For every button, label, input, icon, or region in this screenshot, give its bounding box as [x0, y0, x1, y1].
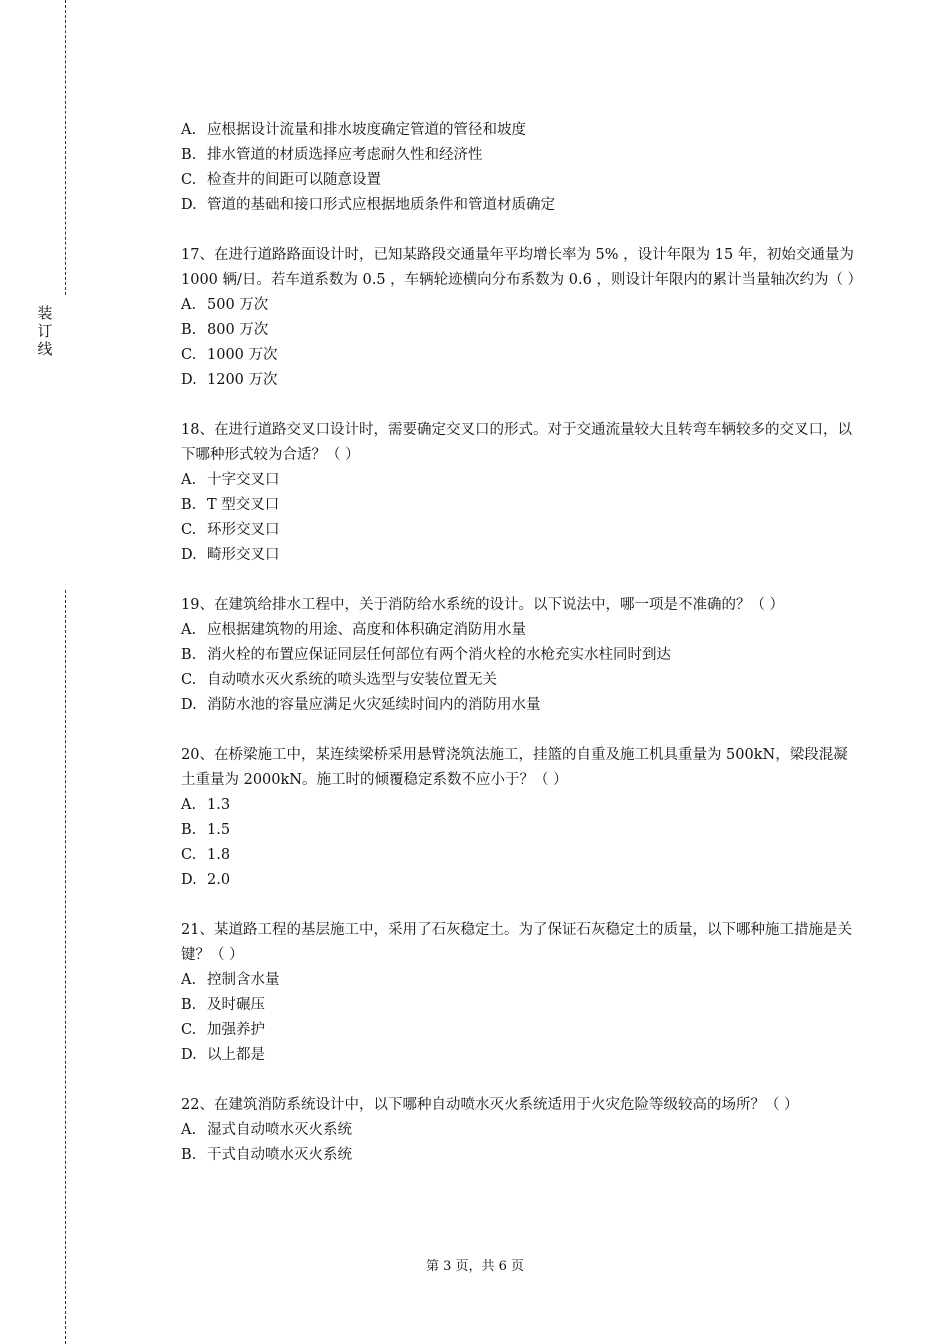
question-text: 21、某道路工程的基层施工中，采用了石灰稳定土。为了保证石灰稳定土的质量，以下哪种施工措施是关键？（ ）	[181, 922, 852, 963]
binding-label-char: 装	[37, 304, 53, 322]
option-label: D.	[181, 372, 197, 388]
question-block	[181, 593, 861, 718]
option-label: B.	[181, 1147, 197, 1163]
question-block	[181, 743, 861, 893]
answer-option	[181, 293, 861, 318]
option-label: C.	[181, 172, 197, 188]
option-text: 500 万次	[207, 297, 269, 313]
option-text: 控制含水量	[207, 972, 280, 988]
answer-option	[181, 643, 861, 668]
option-label: C.	[181, 347, 197, 363]
answer-option	[181, 1143, 861, 1168]
option-text: 800 万次	[207, 322, 269, 338]
option-label: B.	[181, 322, 197, 338]
question-text: 18、在进行道路交叉口设计时，需要确定交叉口的形式。对于交通流量较大且转弯车辆较多的交叉口，以下哪种形式较为合适？（ ）	[181, 422, 852, 463]
answer-option	[181, 193, 861, 218]
answer-option	[181, 1118, 861, 1143]
answer-option	[181, 843, 861, 868]
answer-option	[181, 693, 861, 718]
option-text: 2.0	[207, 872, 231, 888]
answer-option	[181, 618, 861, 643]
answer-option	[181, 818, 861, 843]
answer-option	[181, 518, 861, 543]
answer-option	[181, 968, 861, 993]
question-block	[181, 1093, 861, 1168]
option-text: 应根据设计流量和排水坡度确定管道的管径和坡度	[207, 122, 526, 138]
option-label: D.	[181, 1047, 197, 1063]
page-footer: 第 3 页，共 6 页	[425, 1259, 525, 1274]
option-label: B.	[181, 997, 197, 1013]
option-label: D.	[181, 547, 197, 563]
question-block	[181, 918, 861, 1068]
answer-option	[181, 343, 861, 368]
option-label: D.	[181, 872, 197, 888]
option-text: 以上都是	[207, 1047, 265, 1063]
option-text: 检查井的间距可以随意设置	[207, 172, 381, 188]
option-label: A.	[181, 972, 197, 988]
binding-label-char: 线	[37, 340, 53, 358]
option-text: 干式自动喷水灭火系统	[207, 1147, 352, 1163]
option-label: C.	[181, 1022, 197, 1038]
option-text: 自动喷水灭火系统的喷头选型与安装位置无关	[207, 672, 497, 688]
answer-option	[181, 368, 861, 393]
question-text: 22、在建筑消防系统设计中，以下哪种自动喷水灭火系统适用于火灾危险等级较高的场所？（ ）	[181, 1097, 799, 1113]
option-text: 湿式自动喷水灭火系统	[207, 1122, 352, 1138]
option-text: 环形交叉口	[207, 522, 280, 538]
answer-option	[181, 168, 861, 193]
option-label: A.	[181, 297, 197, 313]
option-text: 管道的基础和接口形式应根据地质条件和管道材质确定	[207, 197, 555, 213]
answer-option	[181, 543, 861, 568]
binding-label	[36, 304, 54, 358]
answer-option	[181, 668, 861, 693]
option-text: 及时碾压	[207, 997, 265, 1013]
option-label: A.	[181, 122, 197, 138]
question-list	[181, 118, 861, 1193]
question-block	[181, 243, 861, 393]
option-label: B.	[181, 822, 197, 838]
option-text: 1000 万次	[207, 347, 278, 363]
option-label: C.	[181, 847, 197, 863]
option-label: C.	[181, 672, 197, 688]
option-text: 1200 万次	[207, 372, 278, 388]
option-label: C.	[181, 522, 197, 538]
answer-option	[181, 993, 861, 1018]
option-text: 1.8	[207, 847, 231, 863]
question-text: 19、在建筑给排水工程中，关于消防给水系统的设计。以下说法中，哪一项是不准确的？（ ）	[181, 597, 785, 613]
answer-option	[181, 118, 861, 143]
option-text: 应根据建筑物的用途、高度和体积确定消防用水量	[207, 622, 526, 638]
option-text: 1.5	[207, 822, 231, 838]
option-label: B.	[181, 147, 197, 163]
option-label: A.	[181, 472, 197, 488]
option-label: B.	[181, 497, 197, 513]
option-label: D.	[181, 197, 197, 213]
option-text: 消火栓的布置应保证同层任何部位有两个消火栓的水枪充实水柱同时到达	[207, 647, 671, 663]
binding-line-bottom	[65, 590, 66, 1344]
option-label: A.	[181, 797, 197, 813]
option-label: B.	[181, 647, 197, 663]
option-text: 十字交叉口	[207, 472, 280, 488]
answer-option	[181, 1043, 861, 1068]
question-text: 20、在桥梁施工中，某连续梁桥采用悬臂浇筑法施工，挂篮的自重及施工机具重量为 500kN，梁段混凝土重量为 2000kN。施工时的倾覆稳定系数不应小于？（ ）	[181, 747, 848, 788]
binding-label-char: 订	[37, 322, 53, 340]
answer-option	[181, 1018, 861, 1043]
option-label: A.	[181, 1122, 197, 1138]
option-text: 加强养护	[207, 1022, 265, 1038]
option-text: T 型交叉口	[207, 497, 280, 513]
option-label: D.	[181, 697, 197, 713]
option-label: A.	[181, 622, 197, 638]
option-text: 畸形交叉口	[207, 547, 280, 563]
question-block	[181, 418, 861, 568]
answer-option	[181, 493, 861, 518]
option-text: 消防水池的容量应满足火灾延续时间内的消防用水量	[207, 697, 541, 713]
answer-option	[181, 318, 861, 343]
option-text: 排水管道的材质选择应考虑耐久性和经济性	[207, 147, 483, 163]
answer-option	[181, 468, 861, 493]
question-text: 17、在进行道路路面设计时，已知某路段交通量年平均增长率为 5% ，设计年限为 15 年，初始交通量为 1000 辆/日。若车道系数为 0.5 ，车辆轮迹横向分布系数为 0.6 ，则设计年限内的累计当量轴次约为（ ）	[181, 247, 863, 288]
option-text: 1.3	[207, 797, 231, 813]
answer-option	[181, 793, 861, 818]
binding-line-top	[65, 0, 66, 295]
answer-option	[181, 868, 861, 893]
question-block	[181, 118, 861, 218]
answer-option	[181, 143, 861, 168]
